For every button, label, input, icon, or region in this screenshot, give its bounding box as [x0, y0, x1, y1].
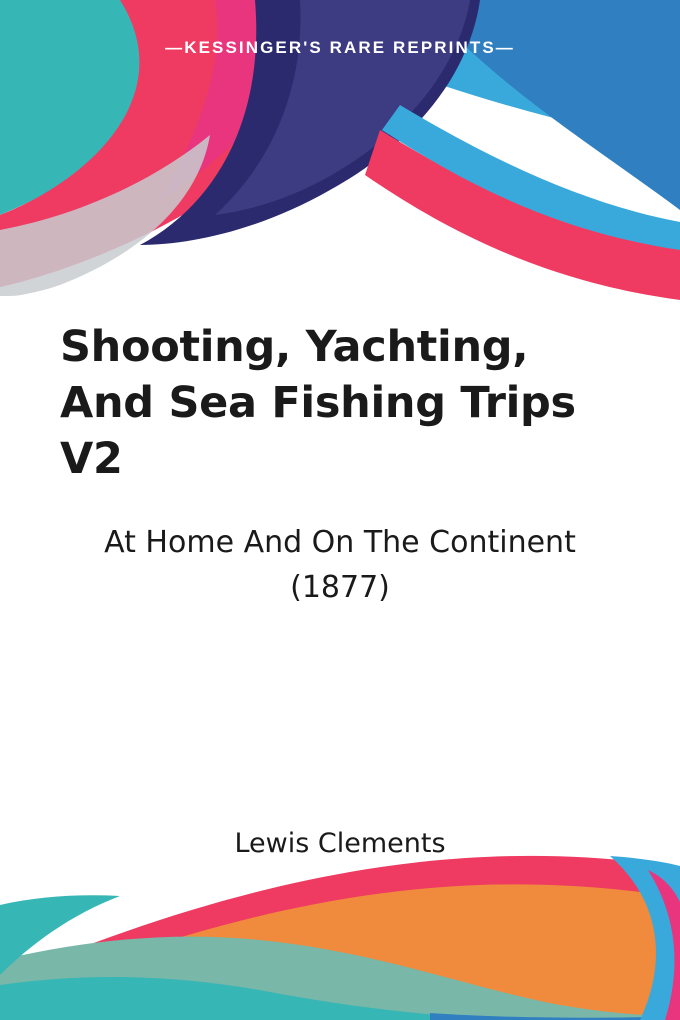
subtitle-block: [90, 520, 590, 610]
title-block: [60, 320, 620, 488]
author-block: [90, 828, 590, 859]
book-subtitle: At Home And On The Continent (1877): [104, 525, 576, 605]
page-title: Shooting, Yachting, And Sea Fishing Trips V2: [60, 322, 576, 484]
author-name: Lewis Clements: [234, 828, 446, 859]
publisher-imprint: —KESSINGER'S RARE REPRINTS—: [165, 38, 515, 57]
bottom-art-group: [0, 856, 680, 1020]
